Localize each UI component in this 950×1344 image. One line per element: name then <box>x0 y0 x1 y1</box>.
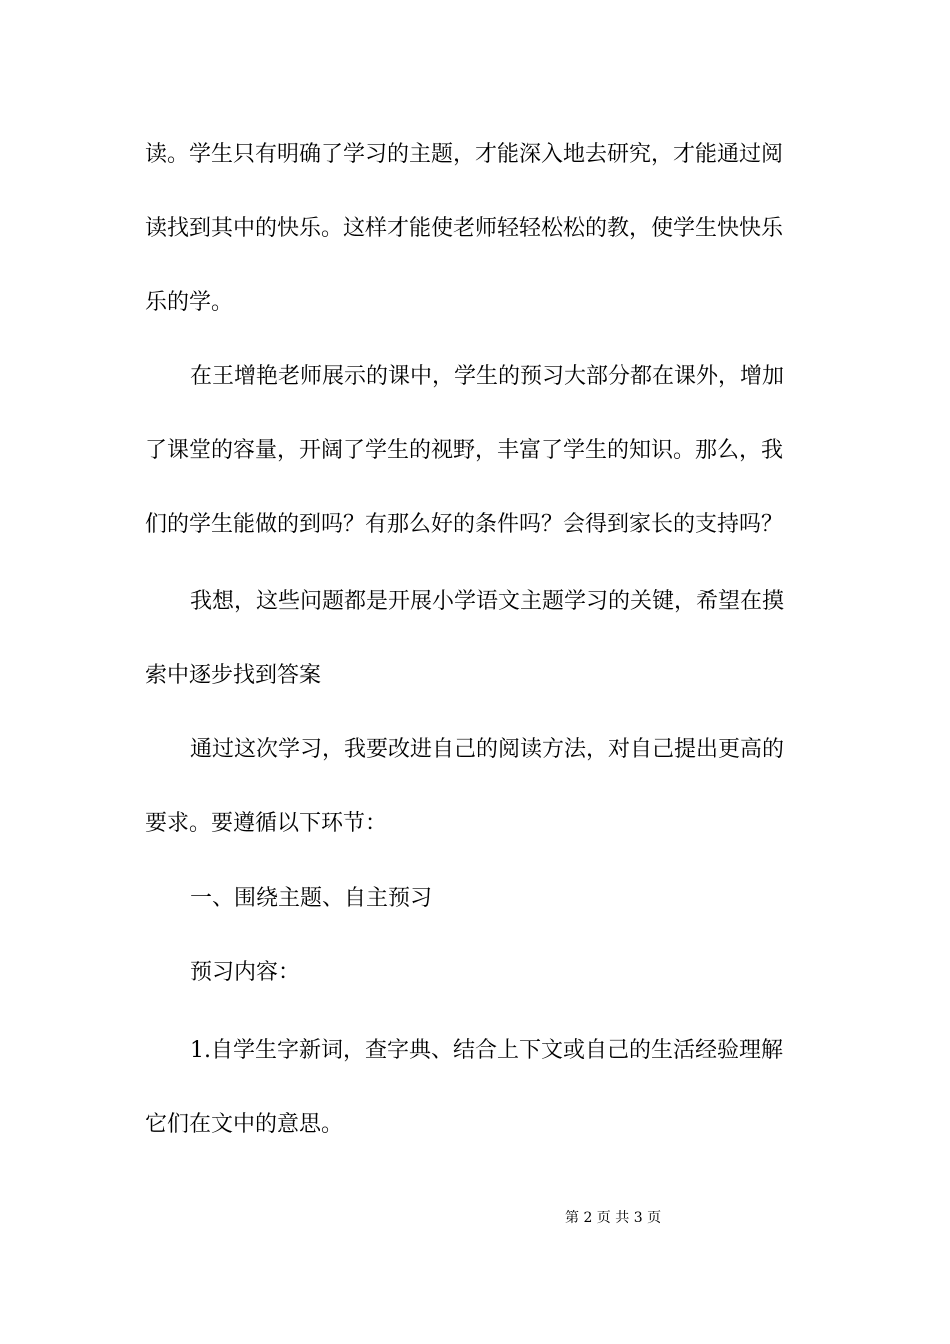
text-line: 了课堂的容量，开阔了学生的视野，丰富了学生的知识。那么，我 <box>145 438 784 463</box>
page-number-footer: 第 2 页 共 3 页 <box>565 1210 662 1226</box>
text-line: 它们在文中的意思。 <box>145 1112 344 1137</box>
text-line: 们的学生能做的到吗？有那么好的条件吗？会得到家长的支持吗？ <box>145 512 784 537</box>
text-line: 通过这次学习，我要改进自己的阅读方法，对自己提出更高的 <box>190 737 785 762</box>
text-line: 1.自学生字新词，查字典、结合上下文或自己的生活经验理解 <box>190 1038 783 1063</box>
text-line: 预习内容： <box>190 960 301 985</box>
text-line: 索中逐步找到答案 <box>145 663 322 688</box>
text-line: 一、围绕主题、自主预习 <box>190 886 433 911</box>
text-line: 读找到其中的快乐。这样才能使老师轻轻松松的教，使学生快快乐 <box>145 216 784 241</box>
text-line: 在王增艳老师展示的课中，学生的预习大部分都在课外，增加 <box>190 364 785 389</box>
text-line: 乐的学。 <box>145 290 234 315</box>
text-line: 要求。要遵循以下环节： <box>145 811 388 836</box>
text-line: 读。学生只有明确了学习的主题，才能深入地去研究，才能通过阅 <box>145 142 784 167</box>
text-line: 我想，这些问题都是开展小学语文主题学习的关键，希望在摸 <box>190 589 785 614</box>
